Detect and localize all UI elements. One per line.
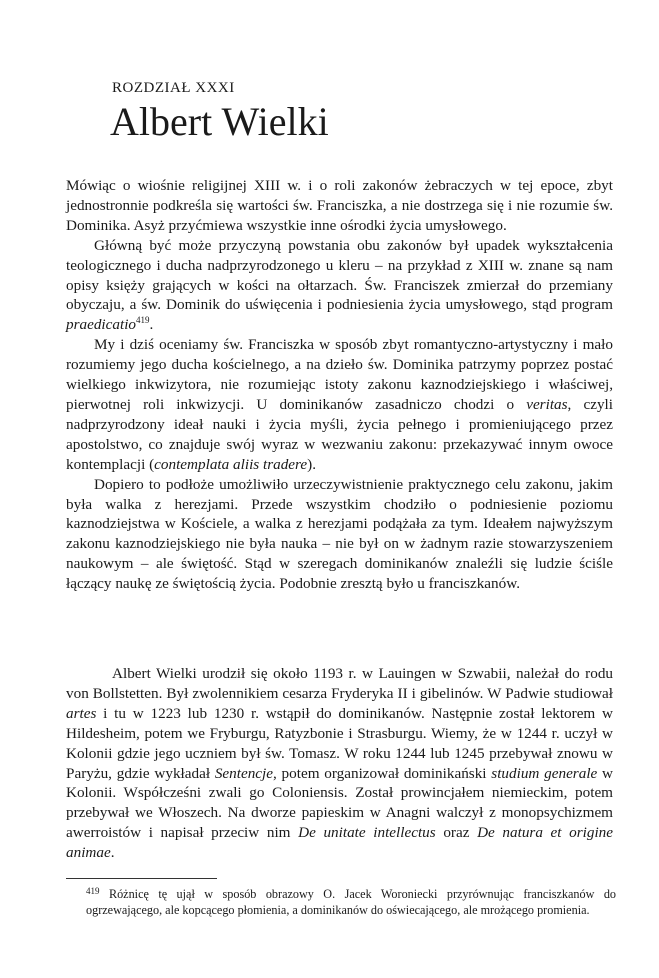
body-text-section-1	[66, 176, 613, 594]
paragraph-5-italic-artes: artes	[66, 704, 97, 722]
footnote-reference: 419	[136, 315, 150, 326]
paragraph-5-italic-studium: studium generale	[491, 764, 598, 782]
paragraph-1: Mówiąc o wiośnie religijnej XIII w. i o roli zakonów żebraczych w tej epoce, zbyt jednostronnie podkreśla się wartości św. Franciszka, a nie dostrzega się i nie rozumie św. Dominika. Asyż przyćmiewa wszystkie inne ośrodki życia umysłowego.	[66, 177, 613, 234]
paragraph-5-text-d: w Kolonii. Współcześni zwali go Coloniensis. Został prowincjałem niemieckim, potem przebywał we Włoszech. Na dworze papieskim w Anagni walczył z monopsychizmem awerroistów i napisał przeciw nim	[66, 764, 614, 842]
paragraph-5-text-e: oraz	[435, 824, 478, 842]
paragraph-5-italic-de-unitate: De unitate intellectus	[298, 824, 436, 842]
paragraph-4: Dopiero to podłoże umożliwiło urzeczywistnienie praktycznego celu zakonu, jakim była walka z herezjami. Przede wszystkim chodziło o podniesienie poziomu kaznodziejstwa w Kościele, a walka z herezjami podążała za tym. Ideałem najwyższym zakonu kaznodziejskiego nie była nauka – nie był on w żadnym razie stowarzyszeniem naukowym – ale świętość. Stąd w szeregach dominikanów znaleźli się ludzie ściśle łączący naukę ze świętością życia. Podobnie zresztą było u franciszkanów.	[66, 475, 613, 593]
footnote-text: Różnicę tę ujął w sposób obrazowy O. Jacek Woroniecki przyrównując franciszkanów do ogrzewającego, ale kopcącego płomienia, a dominikanów do oświecającego, ale mrożącego promienia.	[86, 887, 617, 917]
paragraph-5-italic-de-natura: De natura et origine animae	[66, 824, 613, 862]
paragraph-5-text-c: , potem organizował dominikański	[273, 764, 492, 782]
paragraph-5-text-f: .	[110, 844, 115, 862]
paragraph-2-end: .	[149, 316, 154, 334]
paragraph-3-italic-motto: contemplata aliis tradere	[154, 455, 308, 473]
footnote	[86, 886, 616, 918]
body-text-section-2	[66, 664, 613, 863]
paragraph-2-italic: praedicatio	[66, 316, 137, 334]
footnote-divider	[66, 878, 217, 879]
paragraph-3-text-a: My i dziś oceniamy św. Franciszka w sposób zbyt romantyczno-artystyczny i mało rozumiemy jego ducha kościelnego, a na dzieło św. Dominika patrzymy poprzez postać wielkiego inkwizytora, nie rozumiejąc istoty zakonu kaznodziejskiego i właściwej, pierwotnej roli inkwizycji. U dominikanów zasadniczo chodzi o	[66, 336, 613, 413]
paragraph-5-italic-sentencje: Sentencje	[214, 764, 273, 782]
paragraph-3	[66, 335, 613, 474]
paragraph-5-text-b: i tu w 1223 lub 1230 r. wstąpił do dominikanów. Następnie został lektorem w Hildesheim, potem we Fryburgu, Ratyzbonie i Strasburgu. Wiemy, że w 1244 r. uczył w Kolonii gdzie jego uczniem był św. Tomasz. W roku 1244 lub 1245 przebywał znowu w Paryżu, gdzie wykładał	[66, 704, 613, 782]
paragraph-3-text-c: ).	[307, 455, 316, 473]
paragraph-2	[66, 236, 613, 336]
paragraph-5	[66, 664, 613, 863]
chapter-title: Albert Wielki	[110, 99, 329, 144]
paragraph-3-italic-veritas: veritas	[526, 395, 568, 413]
paragraph-2-text: Główną być może przyczyną powstania obu zakonów był upadek wykształcenia teologicznego i ducha nadprzyrodzonego u kleru – na przykład z XIII w. znane są nam opisy księży grających w kości na ołtarzach. Św. Franciszek zmierzał do przemiany obyczaju, a św. Dominik do uświęcenia i podniesienia życia umysłowego, stąd program	[66, 236, 613, 314]
chapter-label: ROZDZIAŁ XXXI	[112, 80, 235, 96]
paragraph-3-text-b: , czyli nadprzyrodzony ideał nauki i życia myśli, życia pełnego i promieniującego przez apostolstwo, co znajduje swój wyraz w wezwaniu zakonu: przekazywać innym owoce kontemplacji (	[66, 395, 613, 473]
footnote-number: 419	[86, 886, 100, 896]
paragraph-5-text-a: Albert Wielki urodził się około 1193 r. w Lauingen w Szwabii, należał do rodu von Bollstetten. Był zwolennikiem cesarza Fryderyka II i gibelinów. W Padwie studiował	[66, 665, 613, 702]
